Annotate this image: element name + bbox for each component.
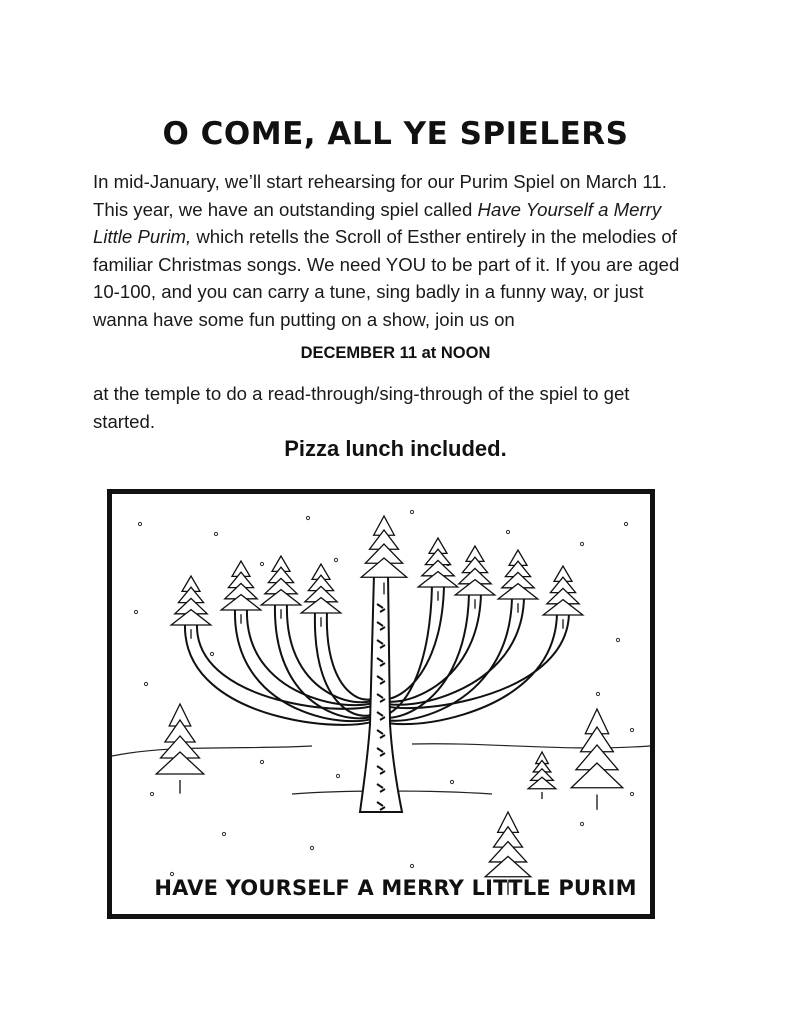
pizza-note: Pizza lunch included. [284,436,507,461]
snowflake-icon [222,832,225,835]
spiel-title-part-2: Little Purim, [93,226,192,248]
spiel-title-part-1: Have Yourself a Merry [477,198,662,220]
pine-tree-icon [171,576,211,639]
snowflake-icon [144,682,147,685]
pine-tree-icon [221,561,261,624]
snowflake-icon [624,522,627,525]
intro-line-2-text: This year, we have an outstanding spiel called [93,198,478,220]
intro-line-1: In mid-January, we’ll start rehearsing for our Purim Spiel on March 11. [93,171,667,192]
snowflake-icon [450,780,453,783]
pine-tree-icon [361,516,407,594]
snowflake-icon [138,522,141,525]
details-line-2: started. [93,410,156,432]
illustration-frame [107,489,655,919]
pine-tree-icon [261,556,301,619]
details-line-1: at the temple to do a read-through/sing-through of the spiel to get [93,383,630,404]
snowflake-icon [210,652,213,655]
pine-tree-icon [418,538,458,601]
snowflake-icon [150,792,153,795]
snowflake-icon [630,728,633,731]
pine-tree-icon [156,704,204,794]
snowflake-icon [310,846,313,849]
menorah-tree-icon [112,494,650,914]
pine-tree-icon [498,550,538,613]
arm-outline [287,604,380,702]
snowflake-icon [260,760,263,763]
snowflake-icon [580,542,583,545]
intro-line-5: 10-100, and you can carry a tune, sing badly in a funny way, or just [93,281,644,303]
snowflake-icon [334,558,337,561]
snowflake-icon [596,692,599,695]
details-paragraph [93,380,713,435]
arm-outline [247,609,380,705]
snowflake-icon [214,532,217,535]
intro-line-3-text: which retells the Scroll of Esther entirely in the melodies of [191,226,677,248]
intro-line-6: wanna have some fun putting on a show, join us on [93,308,515,330]
event-date: DECEMBER 11 at NOON [300,344,491,362]
page-title: O COME, ALL YE SPIELERS [162,116,629,152]
pine-tree-icon [571,709,622,810]
snowflake-icon [306,516,309,519]
intro-line-3 [93,223,713,251]
intro-paragraph [93,168,713,334]
snowflake-icon [134,610,137,613]
snowflake-icon [410,510,413,513]
snowflake-icon [260,562,263,565]
snowflake-icon [616,638,619,641]
snowflake-icon [506,530,509,533]
snowflake-icon [336,774,339,777]
pine-tree-icon [455,546,495,609]
snowflake-icon [410,864,413,867]
pine-tree-icon [528,752,556,799]
intro-line-4: familiar Christmas songs. We need YOU to be part of it. If you are aged [93,253,680,275]
pine-tree-icon [543,566,583,629]
snowflake-icon [580,822,583,825]
pine-tree-icon [301,564,341,627]
trunk-shape [360,574,402,812]
intro-line-2 [93,196,713,224]
arm-outline [197,624,380,709]
snowflake-icon [630,792,633,795]
illustration-caption: HAVE YOURSELF A MERRY LITTLE PURIM [154,876,637,900]
